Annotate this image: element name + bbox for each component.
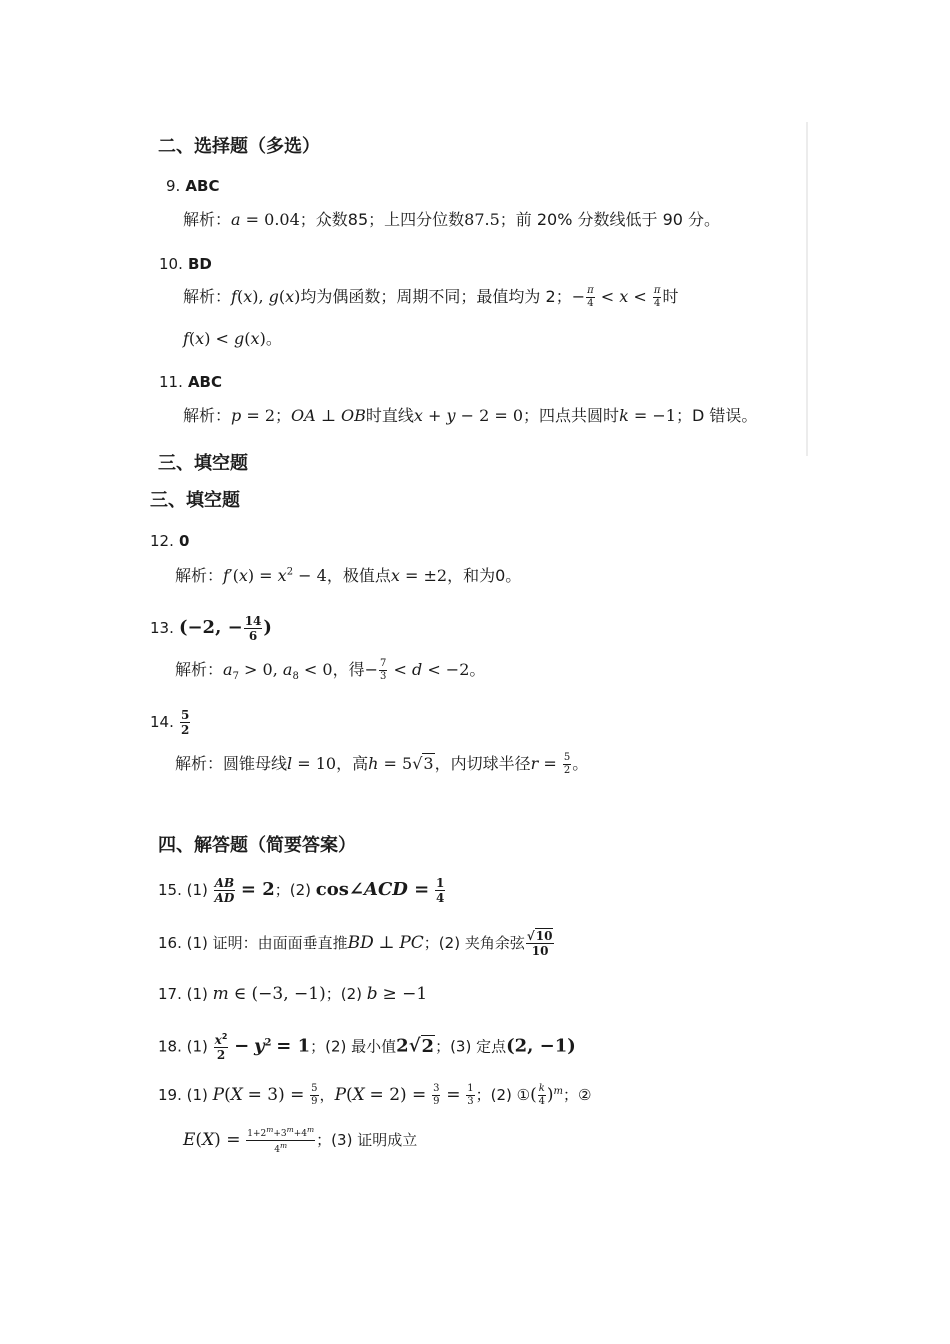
question-number: 12. (150, 532, 174, 550)
explanation-prefix: 解析： (175, 754, 224, 773)
section-heading-cut: 三、填空题 (158, 453, 248, 474)
question-number: 10. (159, 255, 183, 273)
section-heading-multiple-choice: 二、选择题（多选） (158, 136, 320, 157)
explanation-prefix: 解析： (183, 210, 232, 229)
question-12 (150, 531, 189, 550)
question-10 (159, 254, 212, 273)
question-11 (159, 372, 222, 391)
question-number: 19. (158, 1086, 182, 1104)
question-number: 15. (158, 881, 182, 899)
question-answer: ABC (185, 177, 220, 195)
question-18: 18. (1) $\frac{x^2}{2}$ − $y^2 = 1$；(2) 最小值2√2；(3) 定点(2, −1) (158, 1032, 576, 1062)
question-10-explanation-line2: f(x) < g(x)。 (183, 329, 282, 348)
question-17: 17. (1) m ∈ (−3, −1)；(2) b ≥ −1 (158, 984, 428, 1004)
explanation-prefix: 解析： (183, 287, 232, 306)
explanation-prefix: 解析： (175, 566, 224, 585)
question-13-explanation: 解析：$a_7 > 0$, $a_8 < 0$，得− $\frac{7}{3}$ < d < −2。 (175, 658, 486, 683)
question-15: 15. (1) $\frac{AB}{AD}$ = 2；(2) cos∠ACD = $\frac{1}{4}$ (158, 876, 445, 905)
question-10-explanation-line1: 解析：f(x), g(x)均为偶函数；周期不同；最值均为 2；− $\frac{\pi}{4}$ < x < $\frac{\pi}{4}$ 时 (183, 285, 679, 309)
question-14-explanation: 解析：圆锥母线l = 10，高h = 5√3，内切球半径r = $\frac{5}{2}$ 。 (175, 752, 589, 776)
question-9 (166, 176, 219, 195)
question-19-line2: E(X) = $\frac{1+2^m+3^m+4^m}{4^m}$ ；(3) 证明成立 (183, 1125, 418, 1155)
explanation-prefix: 解析： (175, 660, 224, 679)
explanation-prefix: 解析： (183, 406, 232, 425)
question-9-explanation: 解析：a = 0.04；众数85；上四分位数87.5；前 20% 分数线低于 90 分。 (183, 210, 721, 229)
question-number: 13. (150, 619, 174, 637)
section-heading-solutions: 四、解答题（简要答案） (158, 835, 356, 856)
question-number: 9. (166, 177, 181, 195)
question-number: 17. (158, 985, 182, 1003)
question-answer: BD (187, 255, 212, 273)
question-number: 16. (158, 934, 182, 952)
question-number: 18. (158, 1037, 182, 1056)
question-12-explanation: 解析：$f'(x) = x^2 - 4$，极值点x = ±2，和为0。 (175, 566, 522, 585)
question-11-explanation: 解析：p = 2；OA ⊥ OB时直线x + y − 2 = 0；四点共圆时k = −1；D 错误。 (183, 406, 758, 425)
question-19-line1: 19. (1) P(X = 3) = $\frac{5}{9}$ ，P(X = 2) = $\frac{3}{9}$ = $\frac{1}{3}$ ；(2) ①( $\frac{k}{4}$ )$^m$；② (158, 1083, 592, 1107)
question-16: 16. (1) 证明：由面面垂直推BD ⊥ PC；(2) 夹角余弦 $\frac{√10}{10}$ (158, 929, 553, 958)
question-14: 14. $\frac{5}{2}$ (150, 708, 190, 737)
question-answer: ABC (187, 373, 223, 391)
question-answer: 0 (178, 532, 190, 550)
question-number: 14. (150, 713, 174, 731)
multiple-choice-panel (143, 122, 808, 474)
section-heading-fill-in: 三、填空题 (150, 490, 240, 511)
question-13: 13. (−2, − $\frac{14}{6}$ ) (150, 614, 272, 643)
question-number: 11. (159, 373, 183, 391)
